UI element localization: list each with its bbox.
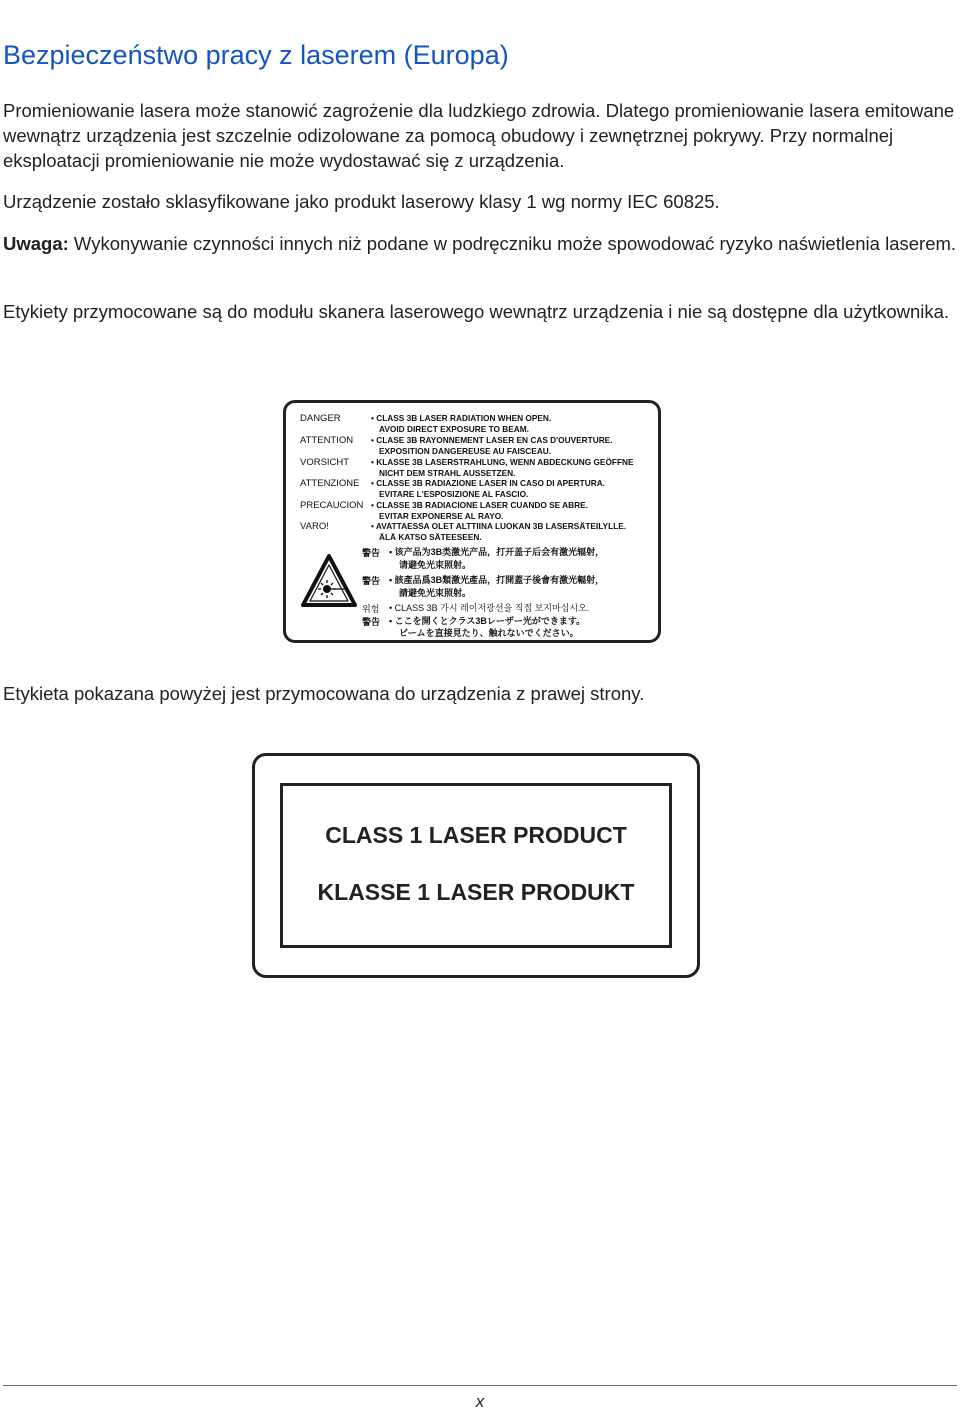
class1-label-english: CLASS 1 LASER PRODUCT xyxy=(325,822,627,848)
warning-text-precaucion-1: • CLASSE 3B RADIACIONE LASER CUANDO SE ABRE. xyxy=(371,500,588,510)
paragraph-laser-radiation: Promieniowanie lasera może stanowić zagrożenie dla ludzkiego zdrowia. Dlatego promieniowanie lasera emitowane wewnątrz urządzenia jest szczelnie odizolowane za pomocą obudowy i zewnętrznej pokrywy. Przy normalnej eksploatacji promieniowanie nie może wydostawać się z urządzenia. xyxy=(3,100,955,171)
class1-laser-label xyxy=(252,753,700,978)
warning-text-attenzione-2: EVITARE L'ESPOSIZIONE AL FASCIO. xyxy=(379,489,529,499)
warning-text-ja-2: ビームを直接見たり、触れないでください。 xyxy=(399,628,579,638)
warning-lang-danger: DANGER xyxy=(300,413,341,424)
warning-lang-varo: VARO! xyxy=(300,521,329,532)
page-number: x xyxy=(475,1392,485,1411)
paragraph-labels-location: Etykiety przymocowane są do modułu skanera laserowego wewnątrz urządzenia i nie są dostępne dla użytkownika. xyxy=(3,301,950,322)
warning-lang-vorsicht: VORSICHT xyxy=(300,457,350,468)
warning-text-vorsicht-1: • KLASSE 3B LASERSTRAHLUNG, WENN ABDECKUNG GEÖFFNE xyxy=(371,457,634,467)
page-title: Bezpieczeństwo pracy z laserem (Europa) xyxy=(3,40,509,70)
warning-text-attention-2: EXPOSITION DANGEREUSE AU FAISCEAU. xyxy=(379,446,552,456)
warning-text-zh-tw-1: • 該產品爲3B類激光產品，打開蓋子後會有激光輻射， xyxy=(389,575,605,585)
paragraph-warning xyxy=(3,231,957,256)
paragraph-label-position: Etykieta pokazana powyżej jest przymocowana do urządzenia z prawej strony. xyxy=(3,683,645,704)
laser-warning-label xyxy=(283,400,661,643)
warning-text-danger-1: • CLASS 3B LASER RADIATION WHEN OPEN. xyxy=(371,413,552,423)
warning-text-attention-1: • CLASE 3B RAYONNEMENT LASER EN CAS D'OUVERTURE. xyxy=(371,435,613,445)
warning-lang-zh-cn: 警告 xyxy=(362,548,381,558)
warning-lang-ja: 警告 xyxy=(362,617,381,627)
warning-text-varo-2: ÄLÄ KATSO SÄTEESEEN. xyxy=(379,532,482,542)
warning-lang-attention: ATTENTION xyxy=(300,435,354,446)
warning-label-text: Uwaga: xyxy=(3,233,69,254)
warning-text-varo-1: • AVATTAESSA OLET ALTTIINA LUOKAN 3B LASERSÄTEILYLLE. xyxy=(371,521,627,531)
warning-lang-zh-tw: 警告 xyxy=(362,576,381,586)
warning-text-ja-1: • ここを開くとクラス3Bレーザー光ができます。 xyxy=(389,616,586,626)
warning-text-precaucion-2: EVITAR EXPONERSE AL RAYO. xyxy=(379,511,504,521)
paragraph-classification: Urządzenie zostało sklasyfikowane jako produkt laserowy klasy 1 wg normy IEC 60825. xyxy=(3,191,720,212)
warning-text-danger-2: AVOID DIRECT EXPOSURE TO BEAM. xyxy=(379,424,529,434)
warning-text-ko-1: • CLASS 3B 가시 레이저광선을 직접 보지마십시오. xyxy=(389,603,590,613)
class1-label-german: KLASSE 1 LASER PRODUKT xyxy=(317,879,635,905)
footer-divider xyxy=(3,1385,957,1386)
warning-body-text: Wykonywanie czynności innych niż podane w podręczniku może spowodować ryzyko naświetlenia laserem. xyxy=(68,233,957,254)
warning-text-vorsicht-2: NICHT DEM STRAHL AUSSETZEN. xyxy=(379,468,516,478)
warning-lang-ko: 위험 xyxy=(362,604,380,614)
warning-text-attenzione-1: • CLASSE 3B RADIAZIONE LASER IN CASO DI APERTURA. xyxy=(371,478,606,488)
class1-label-inner-frame xyxy=(280,783,672,948)
warning-text-zh-cn-1: • 该产品为3B类激光产品，打开盖子后会有激光辐射， xyxy=(389,547,605,557)
warning-lang-precaucion: PRECAUCION xyxy=(300,500,364,511)
warning-text-zh-tw-2: 請避免光束照射。 xyxy=(399,588,472,598)
warning-text-zh-cn-2: 请避免光束照射。 xyxy=(399,560,472,570)
warning-lang-attenzione: ATTENZIONE xyxy=(300,478,360,489)
laser-hazard-icon xyxy=(300,553,358,609)
